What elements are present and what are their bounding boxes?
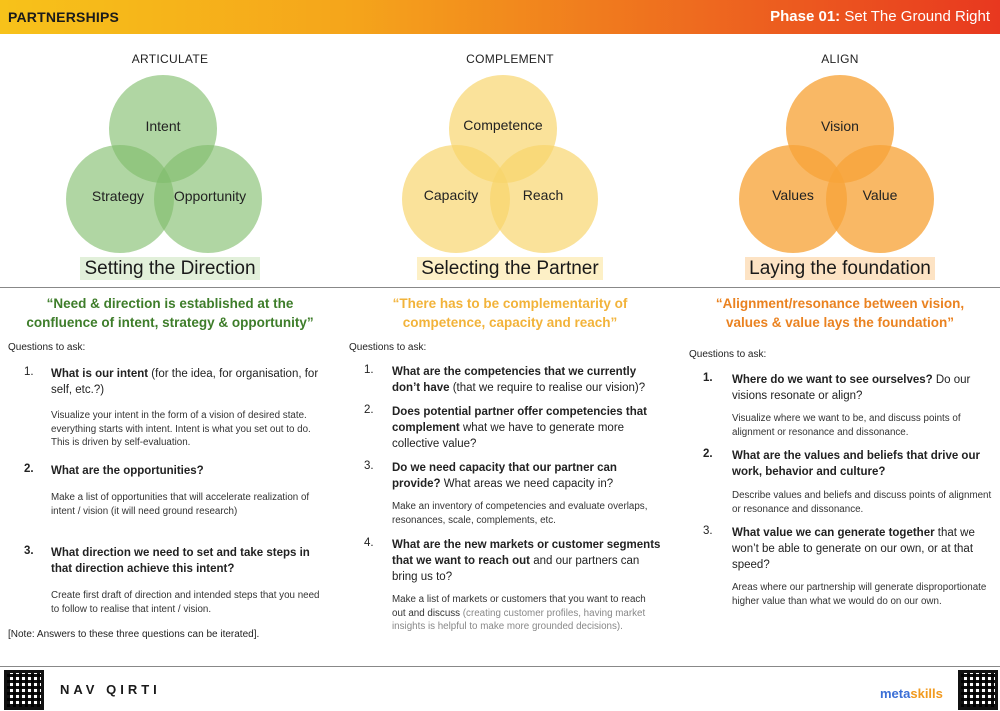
column-complement	[340, 34, 680, 664]
question-rest: (for the idea, for organisation, for self, etc.?)	[51, 368, 319, 396]
footnote: [Note: Answers to these three questions can be iterated].	[8, 629, 260, 640]
venn-label-values: Values	[772, 187, 814, 203]
section-title	[680, 258, 1000, 280]
question-rest: what we have to generate more collective value?	[392, 422, 625, 450]
venn-label-opportunity: Opportunity	[173, 188, 247, 204]
venn-label-value: Value	[862, 187, 898, 203]
item-number: 2.	[703, 448, 713, 460]
question-bold: What are the values and beliefs that drive our work, behavior and culture?	[732, 450, 980, 478]
question-rest: (that we require to realise our vision)?	[449, 382, 646, 394]
question-desc: Make an inventory of competencies and evaluate overlaps, resonances, scale, complements, etc.	[392, 501, 648, 526]
section-quote: “There has to be complementarity of competence, capacity and reach”	[392, 296, 628, 330]
item-number: 4.	[364, 537, 374, 549]
item-number: 2.	[364, 404, 374, 416]
question-desc: Make a list of opportunities that will accelerate realization of intent / vision (it will need ground research)	[51, 492, 310, 517]
item-number: 2.	[24, 463, 34, 475]
section-divider	[0, 287, 1000, 288]
item-number: 1.	[24, 366, 34, 378]
item-number: 1.	[703, 372, 713, 384]
question-rest: What areas we need capacity in?	[440, 478, 614, 490]
question-bold: What are the opportunities?	[51, 465, 204, 477]
section-title	[340, 258, 680, 280]
question-bold: What are the competencies that we currently don’t have	[392, 366, 637, 394]
question-bold: Does potential partner offer competencies that complement	[392, 406, 647, 434]
question-desc: Areas where our partnership will generate disproportionate higher value than what we would do on our own.	[732, 582, 987, 607]
question-item	[392, 364, 667, 396]
venn-label-vision: Vision	[821, 118, 859, 134]
question-item	[732, 525, 994, 573]
venn-label-strategy: Strategy	[91, 188, 145, 204]
question-item	[51, 545, 321, 577]
questions-label: Questions to ask:	[689, 349, 767, 360]
venn-label-intent: Intent	[145, 118, 181, 134]
column-heading: ALIGN	[821, 52, 859, 66]
section-quote: “Need & direction is established at the confluence of intent, strategy & opportunity”	[26, 296, 314, 330]
question-rest: that we won’t be able to generate on our own, or at that speed?	[732, 527, 975, 571]
venn-label-reach: Reach	[522, 187, 564, 203]
brand-title: PARTNERSHIPS	[8, 9, 120, 25]
question-item	[392, 404, 667, 452]
column-articulate	[0, 34, 340, 664]
section-title	[0, 258, 340, 280]
question-bold: What direction we need to set and take steps in that direction achieve this intent?	[51, 547, 310, 575]
question-item	[732, 448, 994, 480]
questions-label: Questions to ask:	[349, 342, 427, 353]
section-title-text: Laying the foundation	[745, 257, 935, 280]
question-desc: Create first draft of direction and intended steps that you need to follow to realise that intent / vision.	[51, 590, 320, 615]
question-bold: What is our intent	[51, 368, 149, 380]
qr-code-icon	[4, 670, 44, 710]
metaskills-logo	[880, 686, 943, 701]
question-item	[51, 463, 321, 479]
item-number: 3.	[364, 460, 374, 472]
question-bold: Do we need capacity that our partner can provide?	[392, 462, 617, 490]
section-quote: “Alignment/resonance between vision, values & value lays the foundation”	[715, 296, 965, 330]
question-bold: What value we can generate together	[732, 527, 935, 539]
question-desc-muted: (creating customer profiles, having market insights is helpful to make more grounded decisions).	[392, 607, 646, 632]
section-title-text: Setting the Direction	[80, 257, 259, 280]
questions-label: Questions to ask:	[8, 342, 86, 353]
item-number: 1.	[364, 364, 374, 376]
question-rest: Do our visions resonate or align?	[732, 374, 971, 402]
author-name: NAV QIRTI	[60, 682, 161, 697]
question-item	[392, 537, 667, 585]
question-desc-main: Make a list of markets or customers that you want to reach out and discuss	[392, 594, 646, 619]
item-number: 3.	[703, 525, 713, 537]
column-align	[680, 34, 1000, 664]
question-item	[392, 460, 667, 492]
venn-label-capacity: Capacity	[423, 187, 479, 203]
section-title-text: Selecting the Partner	[417, 257, 602, 280]
column-heading: COMPLEMENT	[466, 52, 554, 66]
question-bold: What are the new markets or customer segments that we want to reach out	[392, 539, 661, 567]
phase-title	[770, 8, 990, 25]
logo-part-meta: meta	[880, 686, 911, 701]
qr-code-icon	[958, 670, 998, 710]
question-desc: Visualize where we want to be, and discuss points of alignment or resonance and dissonance.	[732, 413, 961, 438]
question-item	[732, 372, 994, 404]
question-desc: Visualize your intent in the form of a vision of desired state. everything starts with intent. Intent is what you set out to do. This is driven by self-evaluation.	[51, 410, 311, 448]
phase-number: Phase 01:	[770, 8, 841, 25]
header-bar	[0, 0, 1000, 34]
venn-label-competence: Competence	[463, 117, 543, 133]
column-heading: ARTICULATE	[131, 52, 209, 66]
question-rest: and our partners can bring us to?	[392, 555, 640, 583]
question-bold: Where do we want to see ourselves?	[732, 374, 933, 386]
logo-part-skills: skills	[910, 686, 943, 701]
item-number: 3.	[24, 545, 34, 557]
question-desc	[392, 593, 662, 634]
phase-name: Set The Ground Right	[840, 8, 990, 25]
footer-divider	[0, 666, 1000, 667]
question-item	[51, 366, 321, 398]
question-desc: Describe values and beliefs and discuss points of alignment or resonance and dissonance.	[732, 490, 992, 515]
